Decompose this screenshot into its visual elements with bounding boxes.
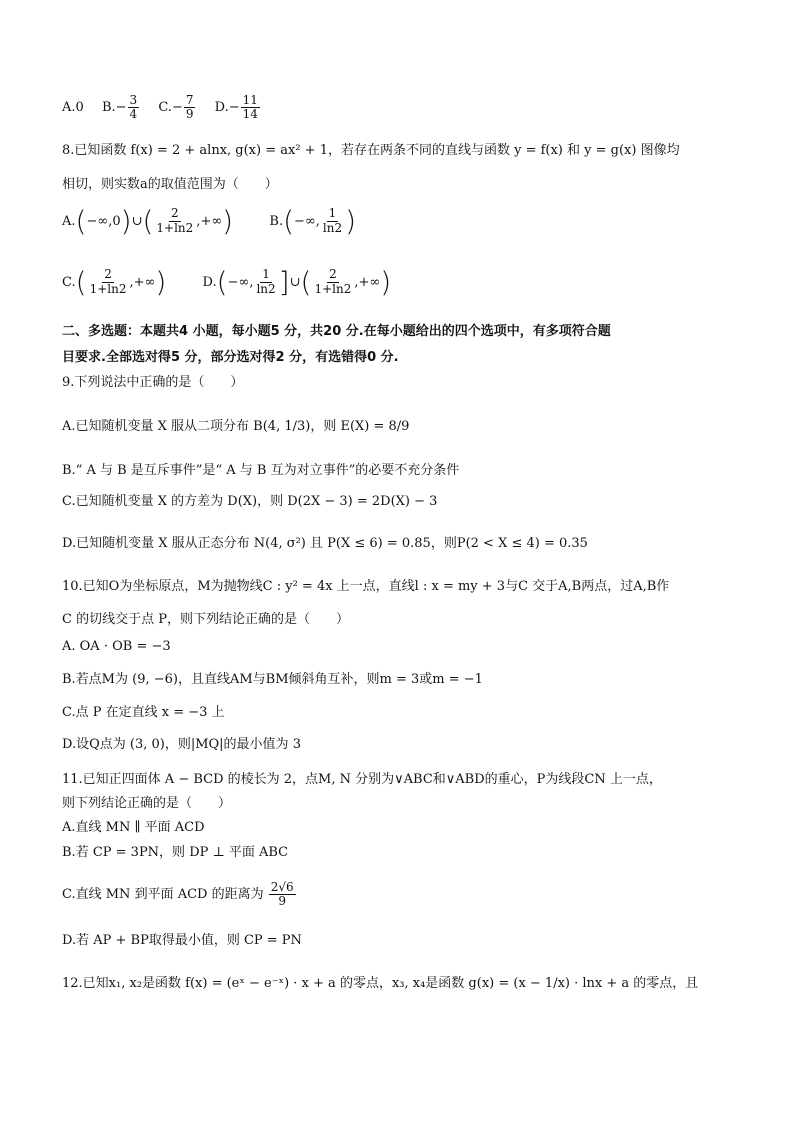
q7-option-d <box>215 94 261 121</box>
frac-num: 1 <box>262 267 270 282</box>
q11-c-frac <box>269 881 296 908</box>
q9-option-c: C.已知随机变量 X 的方差为 D(X)，则 D(2X − 3) = 2D(X) − 3 <box>62 494 438 509</box>
q11-option-a: A.直线 MN ∥ 平面 ACD <box>62 820 205 835</box>
frac-num: 2 <box>329 267 337 282</box>
paren-open: ( <box>75 204 87 237</box>
frac-den: 1+ln2 <box>314 281 352 296</box>
pos-inf: +∞ <box>133 274 156 290</box>
q11-stem-line1: 11.已知正四面体 A − BCD 的棱长为 2，点M, N 分别为∨ABC和∨ABD的重心，P为线段CN 上一点， <box>62 772 662 787</box>
paren-open: ( <box>216 265 228 298</box>
neg-inf: −∞ <box>86 213 109 229</box>
q9-stem: 9.下列说法中正确的是（ ） <box>62 375 244 390</box>
q7-options <box>62 94 275 121</box>
q11-stem-line2: 则下列结论正确的是（ ） <box>62 796 232 811</box>
q7-d-num: 11 <box>242 93 258 107</box>
pos-inf: +∞ <box>358 274 381 290</box>
zero: 0 <box>112 213 121 229</box>
q9-option-b: B.“ A 与 B 是互斥事件”是“ A 与 B 互为对立事件”的必要不充分条件 <box>62 463 460 478</box>
q10-stem-line1: 10.已知O为坐标原点，M为抛物线C : y² = 4x 上一点，直线l : x = my + 3与C 交于A,B两点，过A,B作 <box>62 579 670 594</box>
neg-inf: −∞ <box>294 213 316 229</box>
q7-b-frac <box>128 94 140 121</box>
q7-option-c-label: C. <box>158 100 172 116</box>
q11-option-c <box>62 881 297 908</box>
q8-option-a: A.(−∞,0)∪( $\frac{2}{1+\ln 2}$ ,+∞) <box>62 204 234 237</box>
paren-close: ) <box>155 265 167 298</box>
frac-den: 1+ln2 <box>156 220 194 235</box>
pos-inf: +∞ <box>200 213 223 229</box>
section2-line1: 二、多选题：本题共4 小题，每小题5 分，共20 分.在每小题给出的四个选项中，有多项符合题 <box>62 324 611 339</box>
q11-option-c-text: C.直线 MN 到平面 ACD 的距离为 <box>62 887 264 903</box>
section2-line2: 目要求.全部选对得5 分，部分选对得2 分，有选错得0 分. <box>62 350 399 365</box>
paren-close: ) <box>345 204 357 237</box>
q10-option-a: A. OA · OB = −3 <box>62 639 171 654</box>
q7-option-b <box>102 94 140 121</box>
paren-close: ) <box>120 204 132 237</box>
q7-b-sign: − <box>115 100 127 116</box>
q8-b-frac <box>321 207 344 234</box>
q8-stem-line1: 8.已知函数 f(x) = 2 + alnx, g(x) = ax² + 1，若存在两条不同的直线与函数 y = f(x) 和 y = g(x) 图像均 <box>62 143 680 158</box>
q7-d-sign: − <box>228 100 240 116</box>
q8-c-frac <box>88 268 129 295</box>
q7-c-num: 7 <box>185 93 194 107</box>
q8-option-c-label: C. <box>62 274 76 290</box>
q8-option-a-label: A. <box>62 213 76 229</box>
frac-num: 1 <box>328 206 337 221</box>
q9-option-a: A.已知随机变量 X 服从二项分布 B(4, 1/3)，则 E(X) = 8/9 <box>62 419 410 434</box>
frac-den: 9 <box>278 894 287 909</box>
q7-b-den: 4 <box>129 107 138 122</box>
q8-option-b-label: B. <box>269 213 284 229</box>
q7-c-den: 9 <box>185 107 194 122</box>
q10-stem-line2: C 的切线交于点 P，则下列结论正确的是（ ） <box>62 612 349 627</box>
q9-option-d: D.已知随机变量 X 服从正态分布 N(4, σ²) 且 P(X ≤ 6) = 0.85，则P(2 < X ≤ 4) = 0.35 <box>62 536 588 551</box>
q7-c-sign: − <box>171 100 183 116</box>
q7-d-frac <box>241 94 260 121</box>
q7-option-d-label: D. <box>214 100 229 116</box>
paren-open: ( <box>283 204 295 237</box>
q12-stem-line1: 12.已知x₁, x₂是函数 f(x) = (eˣ − e⁻ˣ) · x + a 的零点，x₃, x₄是函数 g(x) = (x − 1/x) · lnx + a 的零点，且 <box>62 976 699 991</box>
paren-close: ) <box>380 265 392 298</box>
frac-den: ln2 <box>256 281 276 296</box>
q8-stem-line2: 相切，则实数a的取值范围为（ ） <box>62 177 278 192</box>
q8-option-d: D.(−∞, $\frac{1}{\ln 2}$ ]∪( $\frac{2}{1+\ln 2}$ ,+∞) <box>202 265 392 298</box>
paren-open: ( <box>142 204 154 237</box>
q7-d-den: 14 <box>242 107 258 122</box>
q11-option-d: D.若 AP + BP取得最小值，则 CP = PN <box>62 933 302 948</box>
q8-option-c: C.( $\frac{2}{1+\ln 2}$ ,+∞) <box>62 265 167 298</box>
q8-a-frac <box>154 207 195 234</box>
q7-option-a: A.0 <box>62 100 84 116</box>
frac-den: ln2 <box>322 220 343 235</box>
q8-option-b: B.(−∞, $\frac{1}{\ln 2}$ ) <box>269 204 357 237</box>
q8-d-frac2 <box>312 268 353 295</box>
q7-option-c <box>158 94 196 121</box>
frac-num: 2 <box>171 206 179 221</box>
q11-option-b: B.若 CP = 3PN，则 DP ⊥ 平面 ABC <box>62 845 289 860</box>
bracket-close: ] <box>278 265 290 298</box>
q8-options-cd <box>62 265 392 298</box>
frac-num: 2√6 <box>270 880 294 894</box>
q8-option-d-label: D. <box>202 274 217 290</box>
frac-den: 1+ln2 <box>89 281 127 296</box>
paren-open: ( <box>300 265 312 298</box>
frac-num: 2 <box>104 267 112 282</box>
q8-options-ab <box>62 204 357 237</box>
q10-option-b: B.若点M为 (9, −6)，且直线AM与BM倾斜角互补，则m = 3或m = −1 <box>62 672 483 687</box>
q10-option-d: D.设Q点为 (3, 0)，则|MQ|的最小值为 3 <box>62 737 301 752</box>
q10-option-c: C.点 P 在定直线 x = −3 上 <box>62 705 225 720</box>
paren-close: ) <box>222 204 234 237</box>
paren-open: ( <box>75 265 87 298</box>
q7-c-frac <box>184 94 196 121</box>
q7-b-num: 3 <box>129 93 138 107</box>
q8-d-frac1 <box>254 268 277 295</box>
neg-inf: −∞ <box>227 274 250 290</box>
q7-option-b-label: B. <box>101 100 116 116</box>
